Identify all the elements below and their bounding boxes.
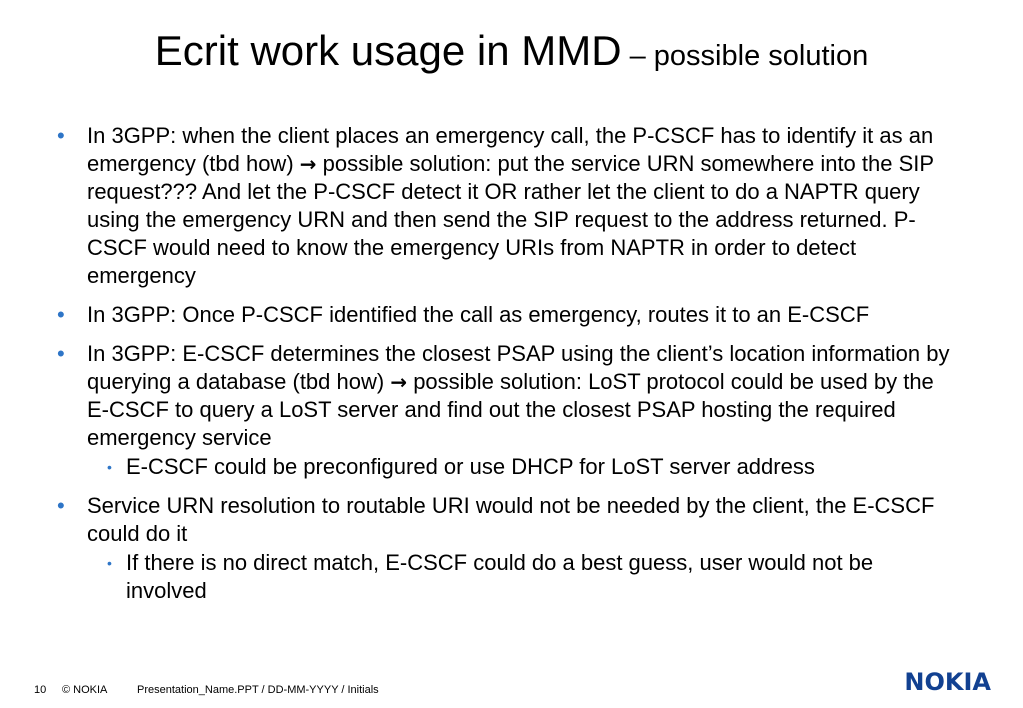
- bullet-dot: •: [57, 493, 65, 518]
- slide-title: [0, 27, 1023, 74]
- bullet-dot: •: [57, 302, 65, 327]
- footer-filename: Presentation_Name.PPT / DD-MM-YYYY / Initials: [137, 684, 379, 696]
- slide-title-sub: – possible solution: [621, 40, 869, 72]
- right-arrow-icon: →: [390, 370, 408, 394]
- sub-bullet-text: E-CSCF could be preconfigured or use DHCP for LoST server address: [126, 454, 815, 479]
- bullet-item: [57, 301, 957, 329]
- sub-bullet-item: [87, 549, 957, 605]
- sub-bullet-item: [87, 453, 957, 481]
- page-number: 10: [34, 684, 47, 696]
- bullet-dot: •: [57, 341, 65, 366]
- bullet-text: Service URN resolution to routable URI would not be needed by the client, the E-CSCF could do it: [87, 493, 935, 546]
- bullet-text: possible solution: LoST protocol could be used by the E-CSCF to query a LoST server and find out the closest PSAP hosting the required emergency service: [87, 369, 934, 450]
- bullet-text: possible solution: put the service URN somewhere into the SIP request??? And let the P-CSCF detect it OR rather let the client to do a NAPTR query using the emergency URN and then send the SIP request to the address returned. P-CSCF would need to know the emergency URIs from NAPTR in order to detect emergency: [87, 151, 934, 288]
- nokia-logo: NOKIA: [904, 668, 991, 696]
- bullet-text: In 3GPP: E-CSCF determines the closest PSAP using the client’s location information by querying a database (tbd how): [87, 341, 950, 394]
- bullet-item: [57, 122, 957, 290]
- right-arrow-icon: →: [299, 152, 317, 176]
- bullet-text: In 3GPP: Once P-CSCF identified the call as emergency, routes it to an E-CSCF: [87, 302, 870, 327]
- bullet-text: In 3GPP: when the client places an emergency call, the P-CSCF has to identify it as an emergency (tbd how): [87, 123, 934, 176]
- footer-copyright: © NOKIA: [62, 684, 108, 696]
- sub-bullet-dot: •: [107, 555, 112, 571]
- bullet-item: [57, 340, 957, 481]
- bullet-dot: •: [57, 123, 65, 148]
- sub-bullet-dot: •: [107, 459, 112, 475]
- sub-bullet-text: If there is no direct match, E-CSCF could do a best guess, user would not be involved: [126, 550, 874, 603]
- bullet-list: [57, 122, 957, 616]
- bullet-item: [57, 492, 957, 605]
- slide-title-main: Ecrit work usage in MMD: [154, 27, 622, 74]
